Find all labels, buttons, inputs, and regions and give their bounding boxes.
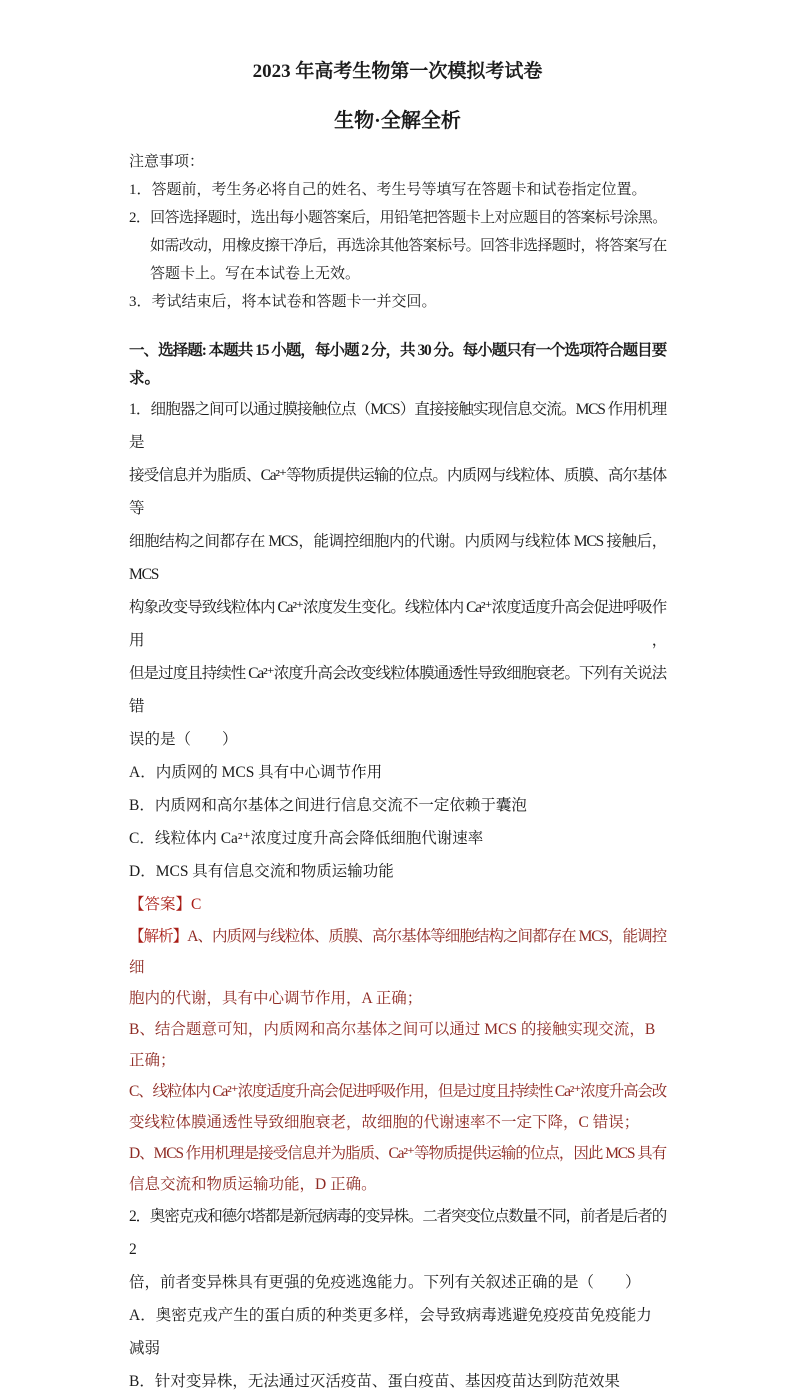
q1-stem-line-6: 误的是（ ） [129,731,238,748]
notice-heading: 注意事项： [129,154,205,170]
q1-option-c: C．线粒体内 Ca²⁺浓度过度升高会降低细胞代谢速率 [129,830,484,847]
q1-stem-line-1: 1．细胞器之间可以通过膜接触位点（MCS）直接接触实现信息交流。MCS 作用机理是 [129,401,666,451]
q1-answer-line [129,888,666,921]
notice-item-2-line-1: 2．回答选择题时，选出每小题答案后，用铅笔把答题卡上对应题目的答案标号涂黑。 [129,210,666,226]
notice-item-2-line-2: 如需改动，用橡皮擦干净后，再选涂其他答案标号。回答非选择题时，将答案写在 [150,238,666,254]
page-title: 2023 年高考生物第一次模拟考试卷 [252,61,543,82]
question-1 [129,393,666,1200]
section-heading [129,337,666,393]
q1-stem-line-3: 细胞结构之间都存在 MCS，能调控细胞内的代谢。内质网与线粒体 MCS 接触后，MCS [129,533,666,583]
section-heading-line-1: 一、选择题: 本题共 15 小题，每小题 2 分，共 30 分。每小题只有一个选项符合题目要 [129,342,666,359]
q2-option-b: B．针对变异株，无法通过灭活疫苗、蛋白疫苗、基因疫苗达到防范效果 [129,1373,620,1390]
q2-stem-line-2: 倍，前者变异株具有更强的免疫逃逸能力。下列有关叙述正确的是（ ） [129,1274,641,1291]
q1-analysis-line-7: 信息交流和物质运输功能，D 正确。 [129,1176,377,1193]
q1-stem-line-5: 但是过度且持续性 Ca²⁺浓度升高会改变线粒体膜通透性导致细胞衰老。下列有关说法错 [129,665,666,715]
question-2 [129,1200,666,1398]
q1-analysis-line-3: B、结合题意可知，内质网和高尔基体之间可以通过 MCS 的接触实现交流，B 正确； [129,1021,656,1069]
q1-option-d: D．MCS 具有信息交流和物质运输功能 [129,863,394,880]
q1-stem-line-4: 构象改变导致线粒体内 Ca²⁺浓度发生变化。线粒体内 Ca²⁺浓度适度升高会促进呼吸作用， [129,599,666,649]
notice-section [129,148,666,316]
q1-option-b: B．内质网和高尔基体之间进行信息交流不一定依赖于囊泡 [129,797,527,814]
notice-item-2-line-3: 答题卡上。写在本试卷上无效。 [150,266,361,282]
notice-item-1: 1．答题前，考生务必将自己的姓名、考生号等填写在答题卡和试卷指定位置。 [129,182,647,198]
q1-option-a: A．内质网的 MCS 具有中心调节作用 [129,764,383,781]
answer-value: C [191,896,202,913]
section-heading-line-2: 求。 [129,370,161,387]
analysis-label: 【解析】 [129,928,188,945]
q2-stem-line-1: 2．奥密克戎和德尔塔都是新冠病毒的变异株。二者突变位点数量不同，前者是后者的 2 [129,1208,666,1258]
notice-item-3: 3．考试结束后，将本试卷和答题卡一并交回。 [129,294,437,310]
q1-analysis-line-5: 变线粒体膜通透性导致细胞衰老，故细胞的代谢速率不一定下降，C 错误； [129,1114,640,1131]
q1-stem-line-2: 接受信息并为脂质、Ca²⁺等物质提供运输的位点。内质网与线粒体、质膜、高尔基体等 [129,467,666,517]
doc-subtitle: 生物·全解全析 [334,110,461,132]
analysis-text: A、内质网与线粒体、质膜、高尔基体等细胞结构之间都存在 MCS，能调控细 [129,928,667,976]
q1-analysis-line-6: D、MCS 作用机理是接受信息并为脂质、Ca²⁺等物质提供运输的位点，因此 MCS 具有 [129,1145,666,1162]
q1-analysis-line-1 [129,921,666,983]
q1-analysis-line-2: 胞内的代谢，具有中心调节作用，A 正确； [129,990,423,1007]
q2-option-a: A．奥密克戎产生的蛋白质的种类更多样，会导致病毒逃避免疫疫苗免疫能力减弱 [129,1307,652,1357]
answer-label: 【答案】 [129,896,192,913]
q1-analysis-line-4: C、线粒体内 Ca²⁺浓度适度升高会促进呼吸作用，但是过度且持续性 Ca²⁺浓度升高会改 [129,1083,666,1100]
